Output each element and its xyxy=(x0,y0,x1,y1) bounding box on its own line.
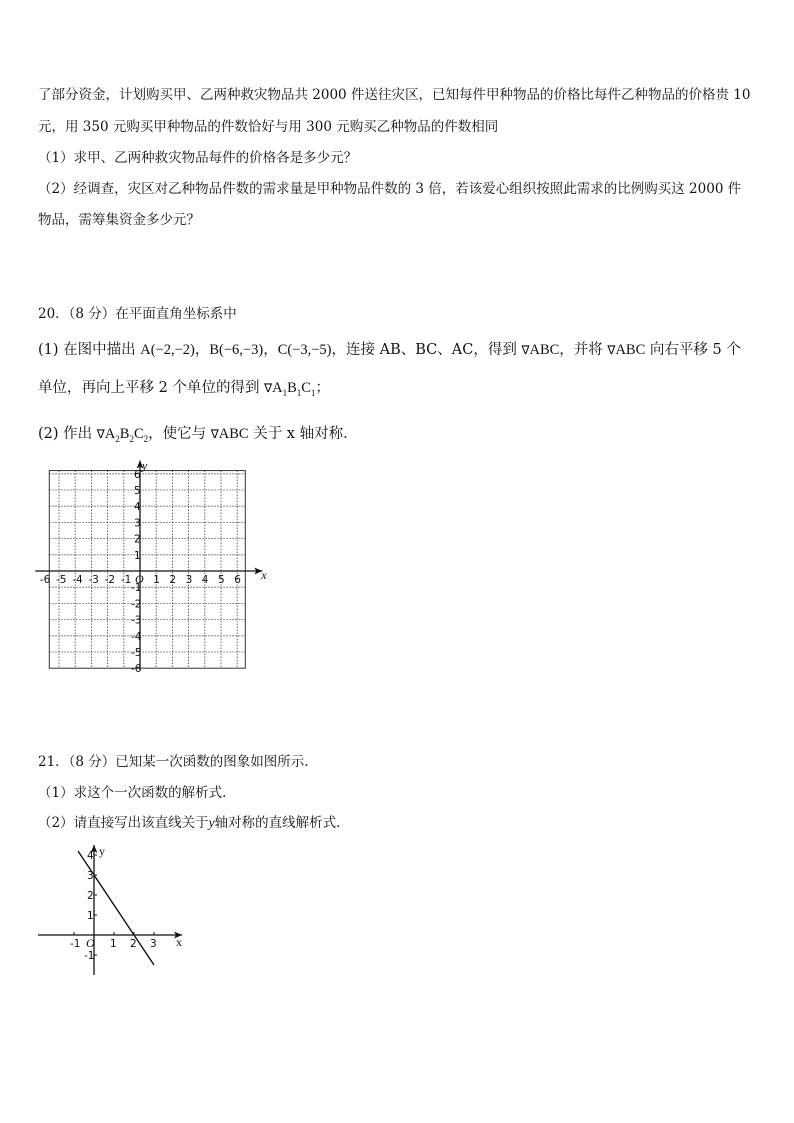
separator: ， xyxy=(263,342,278,358)
vertex-a1: A xyxy=(272,380,283,396)
x-tick-label: 6 xyxy=(234,574,241,586)
y-tick-label: -5 xyxy=(131,647,142,659)
subscript: 2 xyxy=(143,433,149,444)
x-tick-label: -4 xyxy=(72,574,83,586)
separator: ， xyxy=(194,342,210,358)
subscript: 1 xyxy=(282,387,288,398)
triangle-abc: ABC xyxy=(218,426,249,442)
q19-part2-line1: （2）经调查，灾区对乙种物品件数的需求量是甲种物品件数的 3 倍，若该爱心组织按照此需求的比例购买这 2000 件 xyxy=(38,181,742,197)
point-b: B(−6,−3) xyxy=(209,342,264,358)
x-tick-label: 2 xyxy=(169,574,177,586)
y-tick-label: 3 xyxy=(134,517,141,530)
x-tick-label: 2 xyxy=(130,938,137,950)
subscript: 2 xyxy=(115,433,120,444)
q19-text-line2: 元，用 350 元购买甲种物品的件数恰好与用 300 元购买乙种物品的件数相同 xyxy=(38,119,499,135)
y-tick-label: 3 xyxy=(87,870,94,882)
x-tick-label: 3 xyxy=(150,938,157,950)
point-a: A(−2,−2) xyxy=(140,342,195,358)
x-tick-label: 1 xyxy=(110,938,117,950)
y-tick-label: -2 xyxy=(131,598,142,611)
x-axis-label: x xyxy=(261,568,267,582)
point-c: C(−3,−5) xyxy=(277,342,332,358)
subscript: 1 xyxy=(310,387,316,398)
q21-y-var: y xyxy=(208,815,215,830)
y-tick-label: -1 xyxy=(131,582,142,595)
triangle-abc: ABC xyxy=(615,342,646,358)
x-tick-label: -6 xyxy=(39,574,51,586)
triangle-symbol: ∇ xyxy=(264,381,273,395)
q20-p1-mid: ，连接 AB、BC、AC，得到 xyxy=(331,342,522,358)
q21-part1: （1）求这个一次函数的解析式． xyxy=(38,785,236,801)
y-tick-label: 5 xyxy=(134,485,141,497)
q20-p1b-end: ； xyxy=(315,380,330,396)
q20-p2-end: 关于 x 轴对称． xyxy=(248,426,358,442)
y-tick-label: 4 xyxy=(134,501,141,514)
y-tick-label: 2 xyxy=(134,533,141,546)
vertex-b1: B xyxy=(287,380,297,396)
q20-p1-tail: ，并将 xyxy=(559,342,608,358)
y-tick-label: 6 xyxy=(134,468,141,481)
vertex-c1: C xyxy=(301,380,311,396)
q20-p1-tail2: 向右平移 5 个 xyxy=(645,342,741,358)
y-tick-label: -3 xyxy=(131,614,142,627)
y-tick-label: 1 xyxy=(134,549,141,562)
triangle-abc: ABC xyxy=(529,342,560,358)
x-tick-label: -3 xyxy=(88,574,99,586)
x-tick-label: -1 xyxy=(120,574,132,586)
y-tick-label: 2 xyxy=(87,890,94,902)
y-tick-label: -6 xyxy=(131,663,142,676)
triangle-symbol: ∇ xyxy=(96,427,105,441)
vertex-c2: C xyxy=(133,426,144,442)
q21-part2-b: 轴对称的直线解析式． xyxy=(214,815,350,831)
x-tick-label: 4 xyxy=(201,574,209,586)
y-axis-label: y xyxy=(99,844,105,858)
x-tick-label: 1 xyxy=(153,574,160,586)
triangle-symbol: ∇ xyxy=(210,427,219,441)
q19-part2-line2: 物品，需筹集资金多少元？ xyxy=(38,212,200,228)
origin-label: O xyxy=(135,572,144,586)
triangle-symbol: ∇ xyxy=(607,343,616,357)
subscript: 2 xyxy=(129,433,134,444)
q20-p2-prefix: (2) 作出 xyxy=(38,426,97,442)
y-tick-label: -4 xyxy=(131,630,142,643)
x-axis-label: x xyxy=(176,935,182,949)
q19-text-line1: 了部分资金，计划购买甲、乙两种救灾物品共 2000 件送往灾区，已知每件甲种物品的价格比每件乙种物品的价格贵 10 xyxy=(38,87,751,103)
x-tick-label: -1 xyxy=(70,938,81,950)
origin-label: O xyxy=(86,936,95,950)
q20-p2-mid: ，使它与 xyxy=(148,426,211,442)
subscript: 1 xyxy=(296,387,302,398)
x-tick-label: 3 xyxy=(185,574,193,586)
y-tick-label: -1 xyxy=(84,950,95,962)
q21-part2-a: （2）请直接写出该直线关于 xyxy=(38,815,209,831)
triangle-symbol: ∇ xyxy=(521,343,530,357)
y-tick-label: 1 xyxy=(87,910,94,922)
q21-header: 21．（8 分）已知某一次函数的图象如图所示. xyxy=(38,754,309,770)
q19-part1: （1）求甲、乙两种救灾物品每件的价格各是多少元？ xyxy=(38,150,358,166)
q20-header: 20．（8 分）在平面直角坐标系中 xyxy=(38,306,237,322)
q20-p1b-prefix: 单位，再向上平移 2 个单位的得到 xyxy=(38,380,265,396)
x-tick-label: 5 xyxy=(218,574,225,586)
vertex-b2: B xyxy=(119,426,130,442)
y-axis-label: y xyxy=(142,458,148,473)
vertex-a2: A xyxy=(104,426,116,442)
y-tick-label: 4 xyxy=(87,850,94,862)
q20-p1-prefix: (1) 在图中描出 xyxy=(38,342,141,358)
x-tick-label: -2 xyxy=(104,574,116,586)
x-tick-label: -5 xyxy=(56,574,67,586)
